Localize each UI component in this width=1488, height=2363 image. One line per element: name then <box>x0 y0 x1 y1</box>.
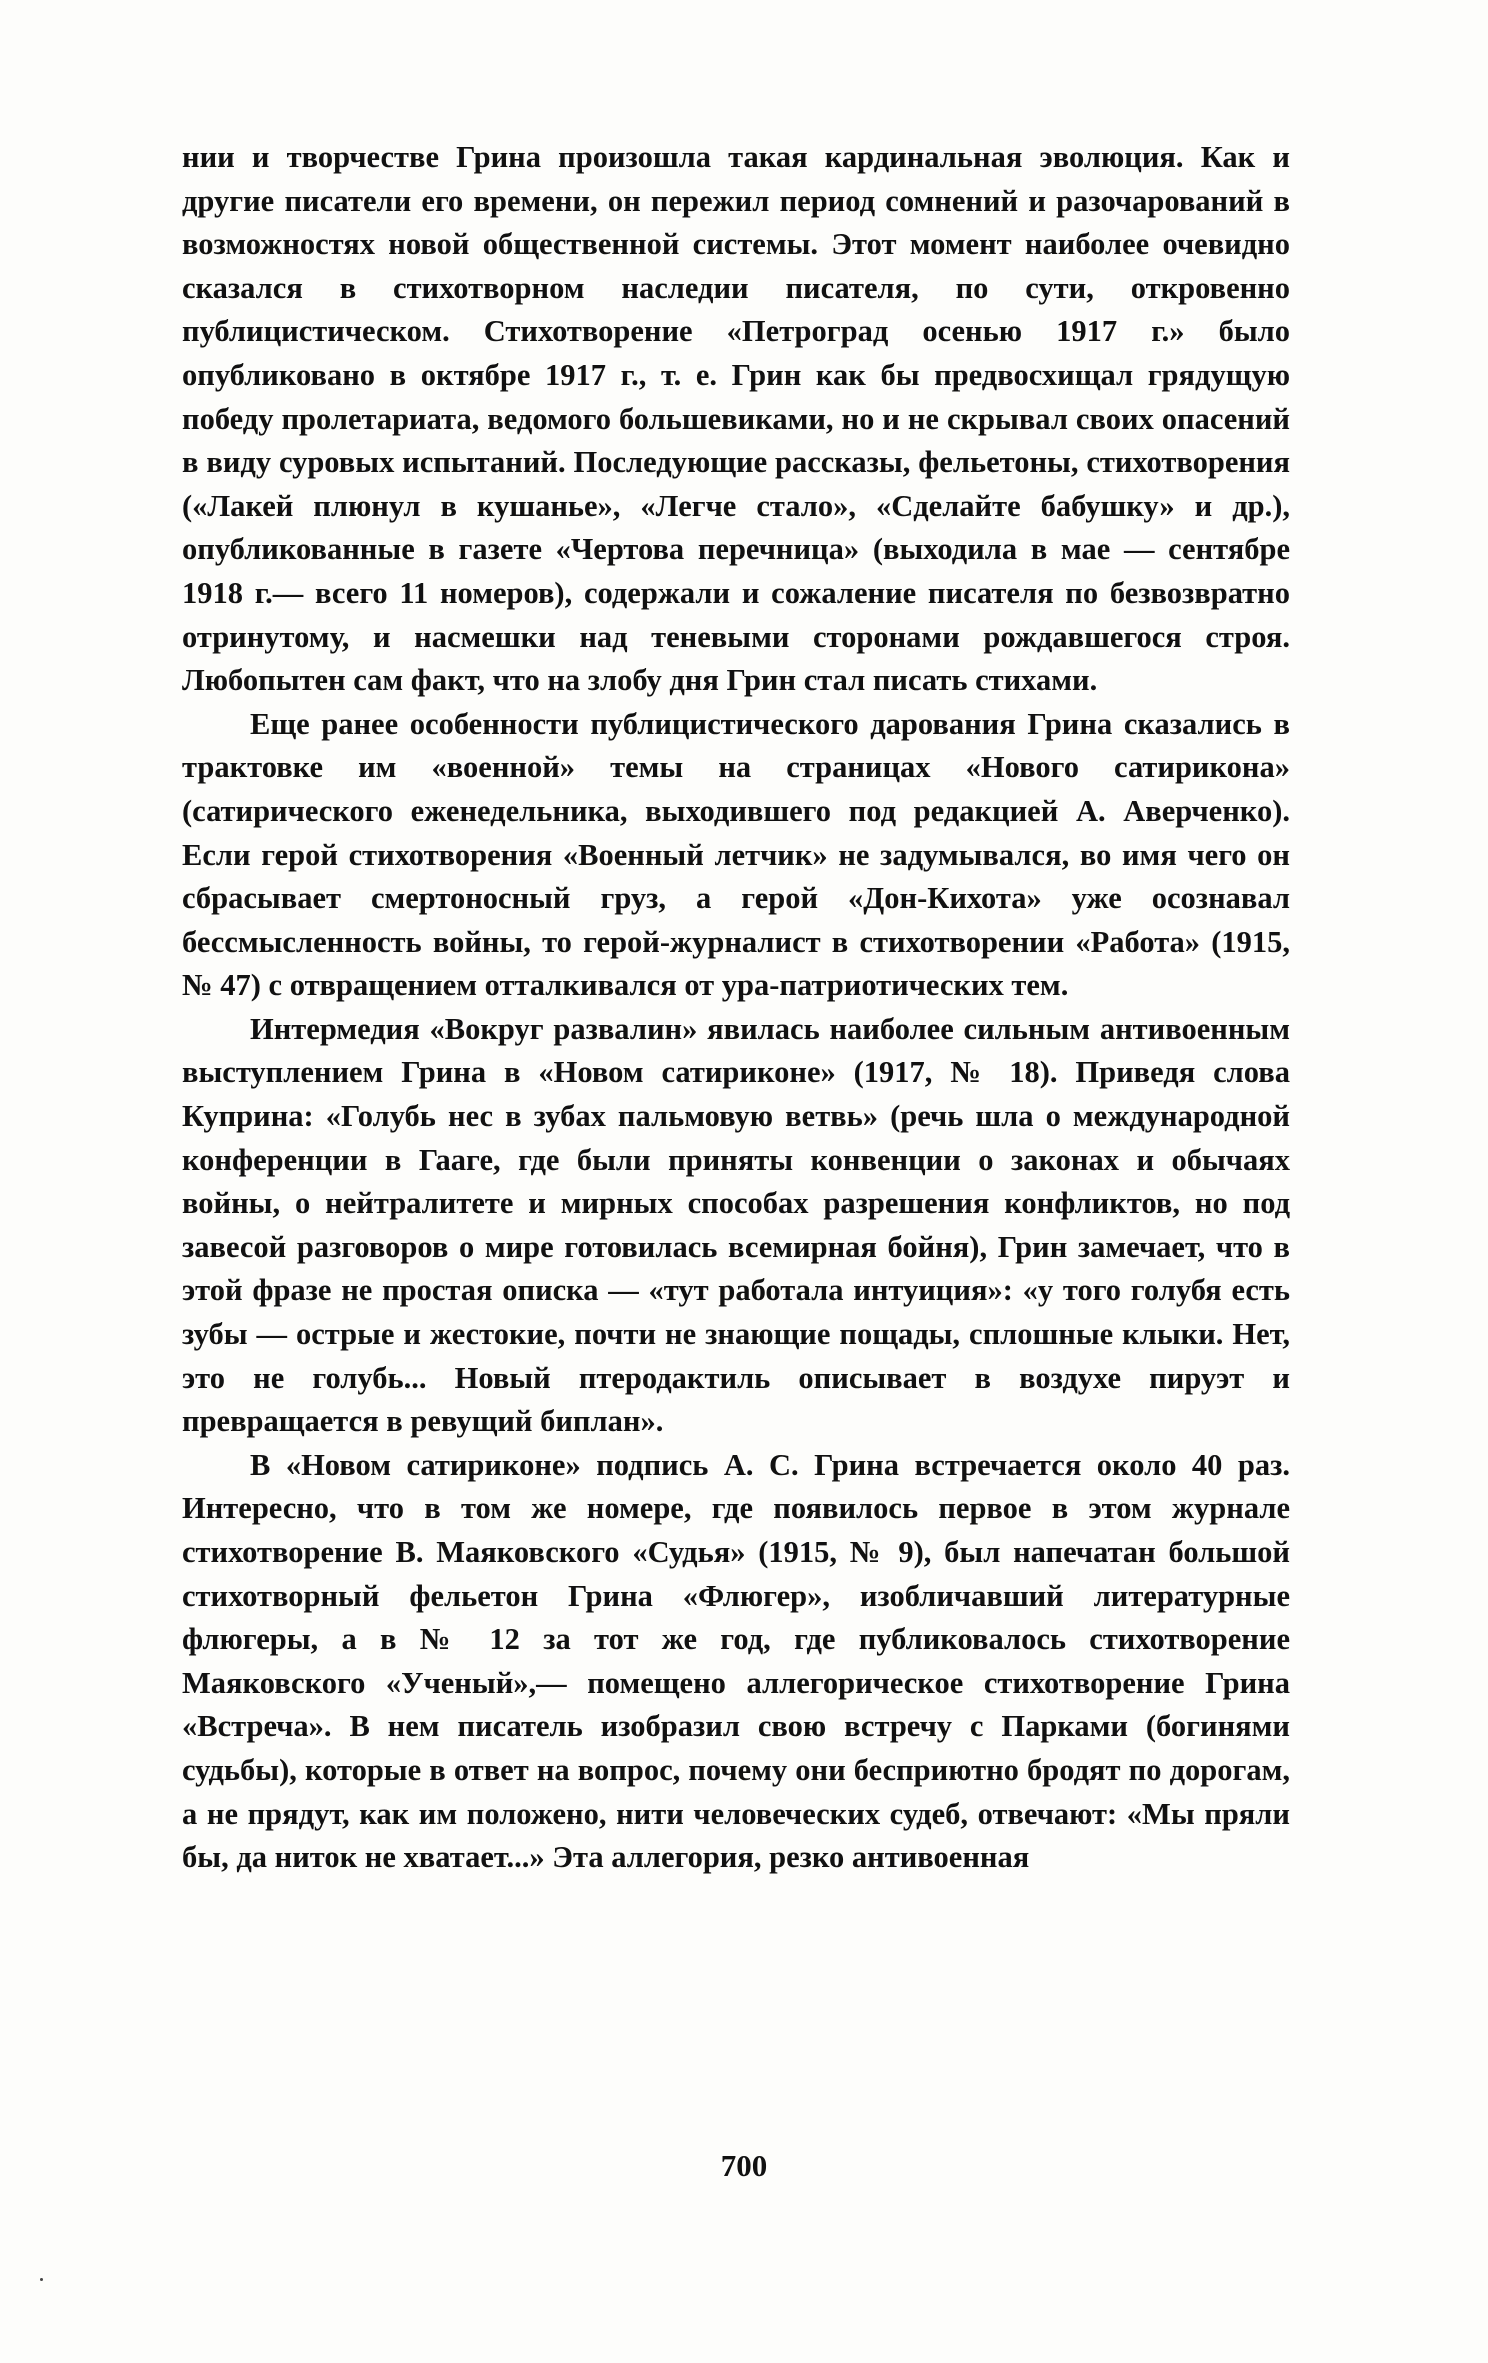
paragraph-1: нии и творчестве Грина произошла такая кардинальная эволюция. Как и другие писатели его времени, он пережил период сомнений и разочарований в возможностях новой общественной системы. Этот момент наиболее очевидно сказался в стихотворном наследии писателя, по сути, откровенно публицистическом. Стихотворение «Петроград осенью 1917 г.» было опубликовано в октябре 1917 г., т. е. Грин как бы предвосхищал грядущую победу пролетариата, ведомого большевиками, но и не скрывал своих опасений в виду суровых испытаний. Последующие рассказы, фельетоны, стихотворения («Лакей плюнул в кушанье», «Легче стало», «Сделайте бабушку» и др.), опубликованные в газете «Чертова перечница» (выходила в мае — сентябре 1918 г.— всего 11 номеров), содержали и сожаление писателя по безвозвратно отринутому, и насмешки над теневыми сторонами рождавшегося строя. Любопытен сам факт, что на злобу дня Грин стал писать стихами. <box>182 140 1290 698</box>
paragraph-3: Интермедия «Вокруг развалин» явилась наиболее сильным антивоенным выступлением Грина в «Новом сатириконе» (1917, № 18). Приведя слова Куприна: «Голубь нес в зубах пальмовую ветвь» (речь шла о международной конференции в Гааге, где были приняты конвенции о законах и обычаях войны, о нейтралитете и мирных способах разрешения конфликтов, но под завесой разговоров о мире готовилась всемирная бойня), Грин замечает, что в этой фразе не простая описка — «тут работала интуиция»: «у того голубя есть зубы — острые и жестокие, почти не знающие пощады, сплошные клыки. Нет, это не голубь... Новый птеродактиль описывает в воздухе пируэт и превращается в ревущий биплан». <box>182 1011 1290 1439</box>
paragraph-2: Еще ранее особенности публицистического дарования Грина сказались в трактовке им «военной» темы на страницах «Нового сатирикона» (сатирического еженедельника, выходившего под редакцией А. Аверченко). Если герой стихотворения «Военный летчик» не задумывался, во имя чего он сбрасывает смертоносный груз, а герой «Дон-Кихота» уже осознавал бессмысленность войны, то герой-журналист в стихотворении «Работа» (1915, № 47) с отвращением отталкивался от ура-патриотических тем. <box>182 706 1290 1003</box>
body-text <box>182 136 1290 1880</box>
page-number: 700 <box>720 2148 768 2183</box>
scan-speck <box>40 2278 43 2281</box>
paragraph-4: В «Новом сатириконе» подпись А. С. Грина встречается около 40 раз. Интересно, что в том же номере, где появилось первое в этом журнале стихотворение В. Маяковского «Судья» (1915, № 9), был напечатан большой стихотворный фельетон Грина «Флюгер», изобличавший литературные флюгеры, а в № 12 за тот же год, где публиковалось стихотворение Маяковского «Ученый»,— помещено аллегорическое стихотворение Грина «Встреча». В нем писатель изобразил свою встречу с Парками (богинями судьбы), которые в ответ на вопрос, почему они бесприютно бродят по дорогам, а не прядут, как им положено, нити человеческих судеб, отвечают: «Мы пряли бы, да ниток не хватает...» Эта аллегория, резко антивоенная <box>182 1447 1290 1875</box>
